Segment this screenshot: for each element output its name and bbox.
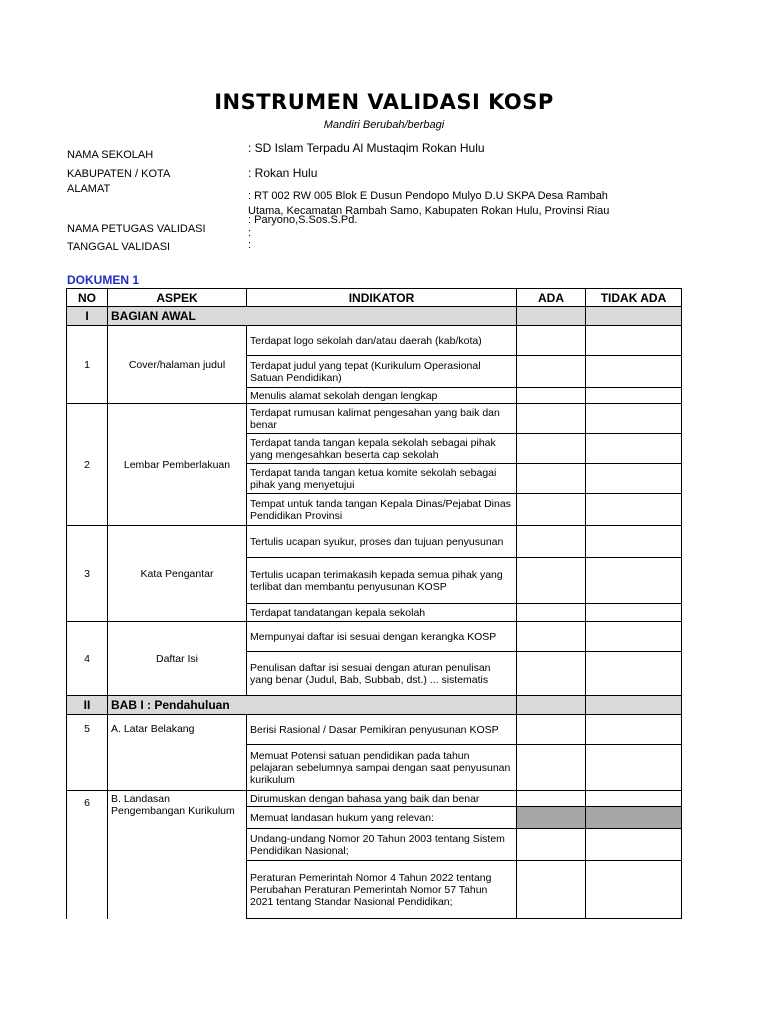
indikator-cell: Terdapat tanda tangan ketua komite sekolah sebagai pihak yang menyetujui [247, 464, 517, 494]
ada-checkbox-cell[interactable] [517, 829, 586, 861]
section-title: BAB I : Pendahuluan [108, 696, 517, 715]
ada-checkbox-cell[interactable] [517, 622, 586, 652]
tidak-ada-checkbox-cell[interactable] [586, 434, 682, 464]
ada-checkbox-cell[interactable] [517, 326, 586, 356]
row-number: 3 [67, 526, 108, 622]
ada-checkbox-cell[interactable] [517, 791, 586, 807]
ada-checkbox-cell[interactable] [517, 404, 586, 434]
tidak-ada-checkbox-cell[interactable] [586, 604, 682, 622]
tidak-ada-checkbox-cell[interactable] [586, 464, 682, 494]
tidak-ada-checkbox-cell[interactable] [586, 356, 682, 388]
kabupaten-value: : Rokan Hulu [248, 166, 318, 180]
tidak-ada-checkbox-cell[interactable] [586, 388, 682, 404]
header-ada: ADA [517, 289, 586, 307]
tidak-ada-checkbox-cell[interactable] [586, 715, 682, 745]
row-aspek: Cover/halaman judul [108, 326, 247, 404]
row-aspek: Lembar Pemberlakuan [108, 404, 247, 526]
header-aspek: ASPEK [108, 289, 247, 307]
validation-table [66, 288, 682, 919]
section-number: I [67, 307, 108, 326]
header-no: NO [67, 289, 108, 307]
tidak-ada-checkbox-cell[interactable] [586, 526, 682, 558]
tidak-ada-checkbox-cell[interactable] [586, 494, 682, 526]
tidak-ada-checkbox-cell[interactable] [586, 652, 682, 696]
indikator-cell: Terdapat tandatangan kepala sekolah [247, 604, 517, 622]
ada-checkbox-cell[interactable] [517, 652, 586, 696]
tidak-ada-shaded-cell [586, 807, 682, 829]
table-row [67, 791, 682, 807]
document-subtitle: Mandiri Berubah/berbagi [323, 119, 445, 131]
alamat-label: ALAMAT [67, 183, 111, 195]
indikator-cell: Terdapat tanda tangan kepala sekolah sebagai pihak yang mengesahkan beserta cap sekolah [247, 434, 517, 464]
row-aspek: A. Latar Belakang [108, 715, 247, 791]
table-row [67, 622, 682, 652]
indikator-cell: Terdapat logo sekolah dan/atau daerah (kab/kota) [247, 326, 517, 356]
row-number: 6 [67, 791, 108, 919]
petugas-label: NAMA PETUGAS VALIDASI [67, 223, 206, 235]
ada-checkbox-cell[interactable] [517, 745, 586, 791]
ada-checkbox-cell[interactable] [517, 558, 586, 604]
indikator-cell: Penulisan daftar isi sesuai dengan aturan penulisan yang benar (Judul, Bab, Subbab, dst.) ... sistematis [247, 652, 517, 696]
ada-checkbox-cell[interactable] [517, 861, 586, 919]
indikator-cell: Terdapat judul yang tepat (Kurikulum Operasional Satuan Pendidikan) [247, 356, 517, 388]
ada-cell [517, 307, 586, 326]
tidak-ada-checkbox-cell[interactable] [586, 745, 682, 791]
ada-checkbox-cell[interactable] [517, 388, 586, 404]
ada-checkbox-cell[interactable] [517, 715, 586, 745]
nama-sekolah-label: NAMA SEKOLAH [67, 149, 154, 161]
ada-checkbox-cell[interactable] [517, 526, 586, 558]
section-title: BAGIAN AWAL [108, 307, 517, 326]
ada-cell [517, 696, 586, 715]
tanggal-label: TANGGAL VALIDASI [67, 241, 171, 253]
document-label: DOKUMEN 1 [67, 273, 140, 287]
ada-checkbox-cell[interactable] [517, 604, 586, 622]
table-row [67, 715, 682, 745]
tidak-ada-cell [586, 307, 682, 326]
row-number: 5 [67, 715, 108, 791]
tidak-ada-checkbox-cell[interactable] [586, 558, 682, 604]
indikator-cell: Memuat Potensi satuan pendidikan pada tahun pelajaran sebelumnya sampai dengan saat penyusunan kurikulum [247, 745, 517, 791]
indikator-cell: Terdapat rumusan kalimat pengesahan yang baik dan benar [247, 404, 517, 434]
alamat-value-line2: Utama, Kecamatan Rambah Samo, Kabupaten Rokan Hulu, Provinsi Riau [248, 205, 610, 217]
indikator-cell: Dirumuskan dengan bahasa yang baik dan benar [247, 791, 517, 807]
indikator-cell: Menulis alamat sekolah dengan lengkap [247, 388, 517, 404]
table-header-row [67, 289, 682, 307]
ada-checkbox-cell[interactable] [517, 356, 586, 388]
ada-shaded-cell [517, 807, 586, 829]
indikator-cell: Peraturan Pemerintah Nomor 4 Tahun 2022 tentang Perubahan Peraturan Pemerintah Nomor 57 Tahun 2021 tentang Standar Nasional Pendidikan; [247, 861, 517, 919]
tidak-ada-checkbox-cell[interactable] [586, 622, 682, 652]
indikator-cell: Mempunyai daftar isi sesuai dengan kerangka KOSP [247, 622, 517, 652]
alamat-value-line1: : RT 002 RW 005 Blok E Dusun Pendopo Mulyo D.U SKPA Desa Rambah [248, 190, 608, 202]
indikator-cell: Tempat untuk tanda tangan Kepala Dinas/Pejabat Dinas Pendidikan Provinsi [247, 494, 517, 526]
kabupaten-label: KABUPATEN / KOTA [67, 168, 171, 180]
table-row [67, 526, 682, 558]
tidak-ada-cell [586, 696, 682, 715]
document-title: INSTRUMEN VALIDASI KOSP [214, 90, 554, 114]
row-aspek: Daftar Isi [108, 622, 247, 696]
petugas-value: : Paryono,S.Sos.S.Pd. [248, 214, 358, 226]
ada-checkbox-cell[interactable] [517, 494, 586, 526]
row-number: 2 [67, 404, 108, 526]
row-number: 4 [67, 622, 108, 696]
indikator-cell: Berisi Rasional / Dasar Pemikiran penyusunan KOSP [247, 715, 517, 745]
indikator-cell: Tertulis ucapan terimakasih kepada semua pihak yang terlibat dan membantu penyusunan KOSP [247, 558, 517, 604]
tidak-ada-checkbox-cell[interactable] [586, 791, 682, 807]
section-number: II [67, 696, 108, 715]
tanggal-colon-2: : [248, 239, 252, 251]
table-row [67, 404, 682, 434]
indikator-cell: Tertulis ucapan syukur, proses dan tujuan penyusunan [247, 526, 517, 558]
row-aspek: Kata Pengantar [108, 526, 247, 622]
indikator-cell: Undang-undang Nomor 20 Tahun 2003 tentang Sistem Pendidikan Nasional; [247, 829, 517, 861]
row-aspek: B. Landasan Pengembangan Kurikulum [108, 791, 247, 919]
ada-checkbox-cell[interactable] [517, 464, 586, 494]
nama-sekolah-value: : SD Islam Terpadu Al Mustaqim Rokan Hulu [248, 141, 485, 155]
tidak-ada-checkbox-cell[interactable] [586, 326, 682, 356]
ada-checkbox-cell[interactable] [517, 434, 586, 464]
row-number: 1 [67, 326, 108, 404]
tanggal-colon: : [248, 227, 252, 239]
section-row [67, 307, 682, 326]
tidak-ada-checkbox-cell[interactable] [586, 829, 682, 861]
header-tidak-ada: TIDAK ADA [586, 289, 682, 307]
tidak-ada-checkbox-cell[interactable] [586, 861, 682, 919]
tidak-ada-checkbox-cell[interactable] [586, 404, 682, 434]
indikator-cell: Memuat landasan hukum yang relevan: [247, 807, 517, 829]
table-row [67, 326, 682, 356]
header-indikator: INDIKATOR [247, 289, 517, 307]
section-row [67, 696, 682, 715]
